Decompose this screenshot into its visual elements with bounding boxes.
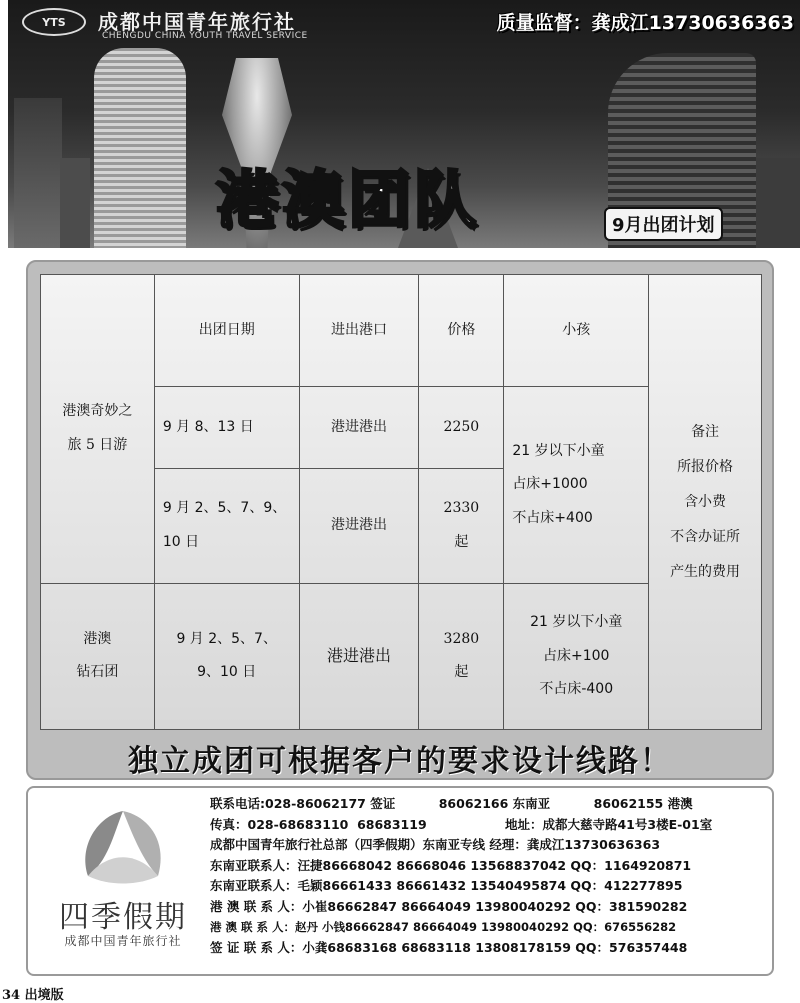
tour-panel (26, 260, 774, 780)
date-line: 9 月 2、5、7、9、 (162, 500, 287, 517)
four-seasons-logo-icon (68, 806, 178, 886)
date-cell (154, 469, 299, 583)
page-title: 港澳团队 (216, 163, 481, 236)
child-line: 占床+1000 (512, 476, 588, 493)
hero-banner (8, 0, 800, 248)
contact-line: 港 澳 联 系 人：小崔86662847 86664049 13980040292 QQ：381590282 (210, 898, 688, 914)
price-cell (419, 469, 504, 583)
contact-line: 东南亚联系人：毛颖86661433 86661432 13540495874 QQ：412277895 (210, 878, 683, 893)
page-subtitle: 9月出团计划 (604, 207, 723, 241)
child-line: 占床+100 (543, 647, 610, 664)
quality-supervisor: 质量监督：龚成江13730636363 (496, 12, 794, 34)
port-cell: 港进港出 (299, 583, 419, 729)
agency-logo-icon: YTS (22, 8, 86, 36)
note-line: 产生的费用 (670, 563, 741, 580)
price-cell (419, 583, 504, 729)
note-cell (649, 275, 762, 730)
child-line: 21 岁以下小童 (512, 442, 605, 459)
price-line: 3280 (443, 630, 480, 647)
tour-name-line: 钻石团 (76, 664, 119, 681)
skyline-building (60, 158, 90, 248)
price-line: 2330 (443, 500, 480, 517)
contact-line: 成都中国青年旅行社总部（四季假期）东南亚专线 经理：龚成江13730636363 (210, 837, 661, 852)
tour-table (40, 274, 762, 730)
note-line: 不含办证所 (670, 528, 741, 545)
port-cell: 港进港出 (299, 469, 419, 583)
date-line: 10 日 (162, 534, 200, 551)
tour-name-line: 港澳 (83, 630, 112, 647)
note-line: 所报价格 (677, 458, 734, 475)
tour-name-cell (41, 275, 155, 584)
page-footer: 34 出境版 (2, 988, 64, 1003)
port-cell: 港进港出 (299, 387, 419, 469)
tour-name-cell (41, 583, 155, 729)
skyline-building (14, 98, 62, 248)
brand-block (38, 806, 208, 956)
agency-name: 成都中国青年旅行社 (98, 10, 296, 34)
note-line: 含小费 (684, 493, 727, 510)
date-line: 9、10 日 (197, 664, 257, 681)
child-line: 不占床-400 (539, 681, 614, 698)
note-line: 备注 (691, 423, 720, 440)
contact-panel (26, 786, 774, 976)
contact-line: 签 证 联 系 人：小龚68683168 68683118 13808178159 QQ：576357448 (210, 939, 688, 955)
skyline-building (94, 48, 186, 248)
date-cell: 9 月 8、13 日 (154, 387, 299, 469)
table-header-row (41, 275, 762, 387)
child-line: 不占床+400 (512, 509, 593, 526)
slogan: 独立成团可根据客户的要求设计线路！ (128, 744, 672, 779)
date-cell (154, 583, 299, 729)
contact-line: 东南亚联系人：汪捷86668042 86668046 13568837042 QQ：1164920871 (210, 857, 692, 873)
skyline-building (756, 158, 800, 248)
header-date: 出团日期 (154, 275, 299, 387)
date-line: 9 月 2、5、7、 (176, 630, 277, 647)
agency-name-en: CHENGDU CHINA YOUTH TRAVEL SERVICE (102, 31, 308, 41)
contact-line: 港 澳 联 系 人：赵丹 小钱86662847 86664049 13980040292 QQ：676556282 (210, 920, 677, 934)
tour-name-line: 港澳奇妙之 (62, 403, 133, 420)
contact-lines (210, 794, 770, 958)
header-price: 价格 (419, 275, 504, 387)
contact-line: 联系电话:028-86062177 签证 86062166 东南亚 86062155 港澳 (210, 796, 693, 811)
child-price-cell (504, 387, 649, 583)
child-line: 21 岁以下小童 (530, 613, 623, 630)
price-line: 起 (454, 664, 469, 681)
child-price-cell (504, 583, 649, 729)
brand-name: 四季假期 (59, 900, 187, 935)
contact-line: 传真：028-68683110 68683119 地址：成都大慈寺路41号3楼E-01室 (210, 816, 713, 832)
price-cell: 2250 (419, 387, 504, 469)
header-child: 小孩 (504, 275, 649, 387)
price-line: 起 (454, 534, 469, 551)
tour-name-line: 旅 5 日游 (67, 436, 128, 453)
header-port: 进出港口 (299, 275, 419, 387)
brand-subtitle: 成都中国青年旅行社 (64, 934, 182, 948)
